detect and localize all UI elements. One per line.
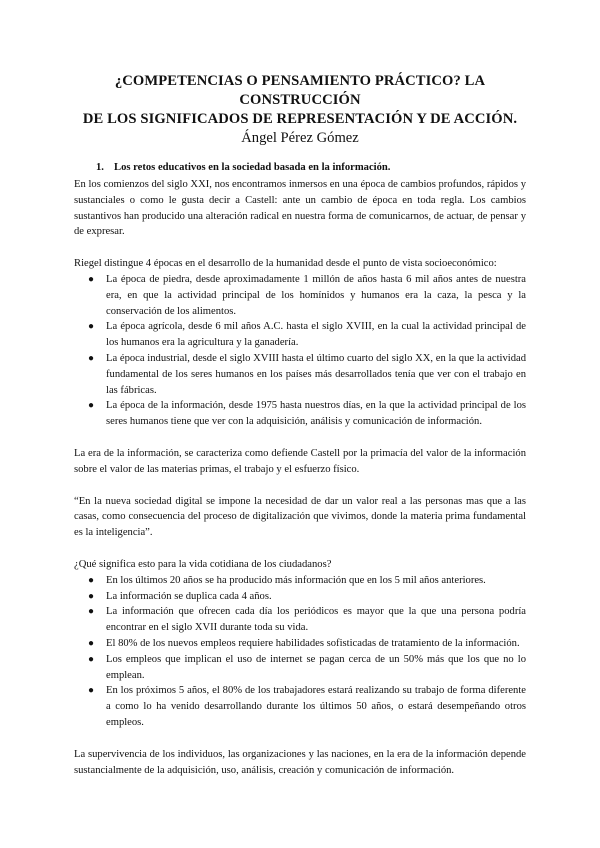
list-item: ● La época de la información, desde 1975 hasta nuestros días, en la que la actividad principal de los seres humanos tiene que ver con la adquisición, análisis y comunicación de información. [88,400,526,428]
facts-list [74,573,526,731]
section-title: Los retos educativos en la sociedad basada en la información. [114,162,391,173]
quote-paragraph: “En la nueva sociedad digital se impone la necesidad de dar un valor real a las personas mas que a las casas, como consecuencia del proceso de digitalización que vivimos, donde la materia prima fundamental es la inteligencia”. [74,495,526,539]
list-item: ● El 80% de los nuevos empleos requiere habilidades sofisticadas de tratamiento de la información. [74,636,526,652]
bullet-icon: ● [88,606,95,618]
intro-paragraph: En los comienzos del siglo XXI, nos encontramos inmersos en una época de cambios profundos, rápidos y sustanciales o como le gusta decir a Castell: ante un cambio de época en toda regla. Los cambios sustantivos han producido una alteración radical en nuestra forma de comunicarnos, de actuar, de pensar y de expresar. [74,179,526,238]
bullet-icon: ● [88,352,95,364]
document-title [74,72,526,129]
bullet-icon: ● [88,590,95,602]
bullet-icon: ● [88,574,95,586]
section-number: 1. [96,162,104,173]
riegel-paragraph: Riegel distingue 4 épocas en el desarrollo de la humanidad desde el punto de vista socioeconómico: [74,258,497,270]
list-item: ● La época industrial, desde el siglo XVIII hasta el último cuarto del siglo XX, en la que la actividad fundamental de los seres humanos en los países más desarrollados tenía que ver con el trabajo en las fábricas. [88,352,526,396]
list-item: ● Los empleos que implican el uso de internet se pagan cerca de un 50% más que los que no lo emplean. [88,653,526,681]
list-item: ● En los últimos 20 años se ha producido más información que en los 5 mil años anteriores. [74,573,526,589]
section-heading [74,160,526,175]
information-era-paragraph: La era de la información, se caracteriza como defiende Castell por la primacía del valor de la información sobre el valor de las materias primas, el trabajo y el esfuerzo físico. [74,447,526,475]
list-item: ● La información que ofrecen cada día los periódicos es mayor que la que una persona podría encontrar en el siglo XVII durante toda su vida. [88,606,526,634]
title-line-1: ¿COMPETENCIAS O PENSAMIENTO PRÁCTICO? LA CONSTRUCCIÓN [114,73,486,108]
list-item: ● En los próximos 5 años, el 80% de los trabajadores estará realizando su trabajo de forma diferente a como lo ha venido desarrollando durante los últimos 50 años, o estará desempeñando otros empleos. [88,685,526,728]
list-item: ● La época agrícola, desde 6 mil años A.C. hasta el siglo XVIII, en la cual la actividad principal de los humanos era la agricultura y la ganadería. [88,321,526,349]
author-name: Ángel Pérez Gómez [241,130,359,146]
bullet-icon: ● [88,273,95,285]
list-item: ● La época de piedra, desde aproximadamente 1 millón de años hasta 6 mil años antes de nuestra era, en que la actividad principal de los homínidos y humanos era la caza, la pesca y la conservación de los alimentos. [88,273,526,317]
bullet-icon: ● [88,637,95,649]
question-paragraph: ¿Qué significa esto para la vida cotidiana de los ciudadanos? [74,558,332,570]
title-line-2: DE LOS SIGNIFICADOS DE REPRESENTACIÓN Y DE ACCIÓN. [82,111,518,127]
bullet-icon: ● [88,321,95,333]
epochs-list [74,272,526,430]
list-item: ● La información se duplica cada 4 años. [74,589,526,605]
bullet-icon: ● [88,685,95,697]
bullet-icon: ● [88,653,95,665]
conclusion-paragraph: La supervivencia de los individuos, las organizaciones y las naciones, en la era de la información depende sustancialmente de la adquisición, uso, análisis, creación y comunicación de información. [74,748,526,776]
bullet-icon: ● [88,400,95,412]
